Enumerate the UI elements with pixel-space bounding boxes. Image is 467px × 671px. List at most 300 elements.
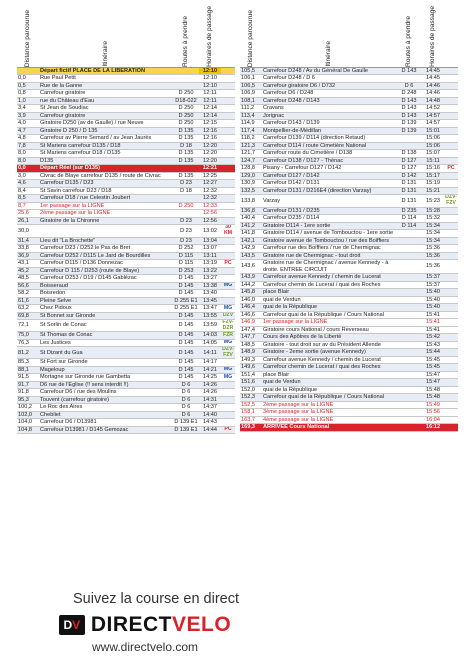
- time-cell: 13:59: [199, 320, 221, 332]
- table-row: [240, 165, 458, 173]
- distance-cell: 149,3: [240, 356, 262, 364]
- time-cell: 13:27: [199, 275, 221, 283]
- header-distance: Distance parcourue: [17, 4, 39, 67]
- distance-cell: 3,9: [17, 112, 39, 120]
- table-row: [240, 424, 458, 432]
- route-cell: D 139 E1: [174, 426, 198, 433]
- table-row: [17, 120, 235, 128]
- route-cell: D 115: [173, 260, 199, 268]
- note-cell: [221, 252, 235, 260]
- website-link[interactable]: www.directvelo.com: [91, 640, 199, 654]
- itinerary-cell: Chebliet: [39, 411, 173, 419]
- table-row: [17, 297, 235, 305]
- time-cell: 15:19: [422, 180, 444, 188]
- itinerary-cell: D135: [39, 157, 173, 165]
- header-itineraire: Itinéraire: [39, 4, 173, 67]
- table-row: [17, 396, 235, 404]
- itinerary-cell: Carrefour D18 / rue Celestin Joubert: [39, 195, 173, 203]
- distance-cell: 146,4: [240, 304, 262, 312]
- note-cell: [444, 334, 458, 342]
- table-row: [240, 260, 458, 274]
- route-cell: D18-022: [173, 97, 199, 105]
- table-row: [240, 386, 458, 394]
- time-cell: 13:19: [199, 260, 221, 268]
- note-cell: [221, 359, 235, 367]
- route-cell: D 6: [173, 404, 199, 412]
- table-row: [240, 326, 458, 334]
- table-header-row: [240, 4, 458, 67]
- route-cell: [396, 371, 422, 379]
- note-cell: [444, 157, 458, 165]
- route-cell: D 6: [173, 396, 199, 404]
- distance-cell: 148,9: [240, 349, 262, 357]
- note-cell: [221, 210, 235, 218]
- time-cell: 12:56: [199, 210, 221, 218]
- itinerary-cell: Carrefour D131 / D216E4 (direction Varzay): [262, 187, 396, 195]
- time-cell: 12:11: [199, 97, 221, 105]
- note-cell: [444, 112, 458, 120]
- schedule-left-column: [17, 4, 235, 434]
- note-cell: [444, 409, 458, 417]
- route-cell: D 250: [173, 202, 199, 210]
- time-cell: 14:40: [199, 411, 221, 419]
- distance-cell: 102,0: [17, 411, 39, 419]
- itinerary-cell: ARRIVEE Cours National: [262, 424, 396, 432]
- note-cell: [221, 172, 235, 180]
- table-row: [17, 195, 235, 203]
- distance-cell: 163,7: [240, 416, 262, 424]
- route-cell: D 135: [173, 150, 199, 158]
- distance-cell: 26,1: [17, 217, 39, 225]
- distance-cell: 56,6: [17, 282, 39, 290]
- itinerary-cell: Carrefour quai de la République / Cours National: [262, 394, 396, 402]
- time-cell: 15:06: [422, 135, 444, 143]
- table-row: [17, 127, 235, 135]
- distance-cell: 91,7: [17, 381, 39, 389]
- distance-cell: 140,4: [240, 215, 262, 223]
- table-row: [240, 334, 458, 342]
- table-row: [240, 105, 458, 113]
- route-cell: D 145: [173, 290, 199, 298]
- time-cell: 15:44: [422, 349, 444, 357]
- note-cell: FZR: [222, 331, 234, 338]
- table-row: [240, 237, 458, 245]
- itinerary-cell: [39, 225, 173, 237]
- time-cell: 12:15: [199, 120, 221, 128]
- table-row: [240, 409, 458, 417]
- table-row: [17, 237, 235, 245]
- time-cell: 12:27: [199, 180, 221, 188]
- time-cell: 15:45: [422, 356, 444, 364]
- distance-cell: 124,7: [240, 157, 262, 165]
- table-row: [17, 359, 235, 367]
- distance-cell: [17, 67, 39, 75]
- note-cell: [221, 202, 235, 210]
- itinerary-cell: Pisany - Carrefour D127 / D142: [262, 165, 396, 173]
- route-cell: D 135: [173, 157, 199, 165]
- time-cell: 13:45: [199, 297, 221, 305]
- note-cell: [221, 396, 235, 404]
- distance-cell: 8,5: [17, 195, 39, 203]
- table-row: [17, 290, 235, 298]
- note-cell: [444, 97, 458, 105]
- route-cell: D 114: [396, 222, 422, 230]
- route-cell: [396, 341, 422, 349]
- note-cell: [444, 215, 458, 223]
- distance-cell: 132,5: [240, 187, 262, 195]
- table-row: [240, 97, 458, 105]
- note-cell: 30 KM: [221, 225, 235, 237]
- itinerary-cell: Carrefour D6 / D13981: [39, 419, 173, 427]
- table-row: [17, 305, 235, 313]
- itinerary-cell: Carrefour D131 / D235: [262, 207, 396, 215]
- time-cell: 14:11: [199, 347, 221, 359]
- table-row: [240, 394, 458, 402]
- table-row: [240, 379, 458, 387]
- distance-cell: 75,0: [17, 332, 39, 340]
- itinerary-cell: Giratoire D 250 / D 135: [39, 127, 173, 135]
- time-cell: 12:20: [199, 142, 221, 150]
- distance-cell: 0,0: [17, 75, 39, 83]
- time-cell: 15:56: [422, 409, 444, 417]
- itinerary-cell: Carrefour giratoire: [39, 112, 173, 120]
- table-row: [240, 252, 458, 260]
- table-row: [240, 319, 458, 327]
- itinerary-cell: Carrefour D127 / D142: [262, 172, 396, 180]
- route-cell: D 255 E1: [174, 297, 198, 304]
- route-cell: [173, 165, 199, 173]
- distance-cell: 146,6: [240, 311, 262, 319]
- time-cell: 13:40: [199, 290, 221, 298]
- itinerary-cell: Montpellier-de-Médillan: [262, 127, 396, 135]
- schedule-body-right: [240, 67, 458, 431]
- distance-cell: 144,2: [240, 281, 262, 289]
- itinerary-cell: Carrefour D138 / D127 - Thénac: [262, 157, 396, 165]
- note-cell: MG: [221, 339, 235, 347]
- distance-cell: 142,9: [240, 245, 262, 253]
- time-cell: 13:22: [199, 267, 221, 275]
- time-cell: 15:28: [422, 207, 444, 215]
- distance-cell: 152,5: [240, 401, 262, 409]
- brand-part-direct: DIRECT: [90, 613, 172, 636]
- itinerary-cell: Giratoire D114 / avenue de Tombouctou - 1ere sortie: [262, 230, 396, 238]
- table-row: [17, 381, 235, 389]
- table-row: [240, 157, 458, 165]
- route-cell: [396, 379, 422, 387]
- time-cell: 16:12: [422, 424, 444, 432]
- note-cell: [444, 127, 458, 135]
- table-row: [17, 67, 235, 75]
- route-cell: D 145: [173, 282, 199, 290]
- note-cell: [221, 419, 235, 427]
- note-cell: [221, 157, 235, 165]
- note-cell: [221, 127, 235, 135]
- itinerary-cell: Départ Réel (sur D135): [39, 165, 173, 173]
- route-cell: [173, 195, 199, 203]
- directvelo-logo[interactable]: [0, 613, 290, 637]
- distance-cell: 33,8: [17, 245, 39, 253]
- time-cell: 15:43: [422, 341, 444, 349]
- itinerary-cell: D6 rue de l'Eglise (!! sens interdit !!): [39, 381, 173, 389]
- time-cell: 14:03: [199, 332, 221, 340]
- route-cell: [396, 75, 422, 83]
- footer: [0, 591, 290, 654]
- note-cell: [221, 142, 235, 150]
- note-cell: MG: [221, 305, 235, 313]
- schedule-right-column: [240, 4, 458, 432]
- time-cell: 15:21: [422, 187, 444, 195]
- table-row: [17, 157, 235, 165]
- itinerary-cell: 2ème passage sur la LIGNE: [39, 210, 173, 218]
- schedule-table-right: [240, 4, 458, 432]
- itinerary-cell: Carrefour D114 / route Cimetière National: [262, 142, 396, 150]
- time-cell: 15:49: [422, 401, 444, 409]
- note-cell: MG: [221, 374, 235, 382]
- note-cell: [444, 311, 458, 319]
- route-cell: [396, 135, 422, 143]
- route-cell: D 23: [173, 225, 199, 237]
- header-extra: [221, 4, 235, 67]
- itinerary-cell: Mortagne sur Gironde rue Gambetta: [39, 374, 173, 382]
- distance-cell: 111,2: [240, 105, 262, 113]
- time-cell: 14:25: [199, 374, 221, 382]
- time-cell: 14:26: [199, 381, 221, 389]
- route-cell: D 135: [173, 127, 199, 135]
- table-row: [240, 311, 458, 319]
- itinerary-cell: Giratoire avenue de Tombouctou / rue des Boiffiers: [262, 237, 396, 245]
- itinerary-cell: Carrefour giratoire D6 / D732: [262, 82, 396, 90]
- itinerary-cell: Mageloup: [39, 366, 173, 374]
- route-cell: D 139: [396, 127, 422, 135]
- itinerary-cell: Rue Paul Petit: [39, 75, 173, 83]
- distance-cell: 151,6: [240, 379, 262, 387]
- header-routes: Routes à prendre: [173, 4, 199, 67]
- table-row: [17, 165, 235, 173]
- table-row: [17, 252, 235, 260]
- distance-cell: 136,8: [240, 207, 262, 215]
- route-cell: [396, 386, 422, 394]
- note-cell: DZV-FZV: [222, 346, 234, 358]
- table-row: [17, 135, 235, 143]
- itinerary-cell: Les Justices: [39, 339, 173, 347]
- schedule-table-left: [17, 4, 235, 434]
- table-row: [240, 371, 458, 379]
- route-cell: D 114: [396, 215, 422, 223]
- route-cell: D 138: [396, 150, 422, 158]
- route-cell: [396, 304, 422, 312]
- itinerary-cell: Carrefour D 115 / D253 (route de Blaye): [39, 267, 173, 275]
- route-cell: [396, 281, 422, 289]
- note-cell: [221, 245, 235, 253]
- distance-cell: 4,7: [17, 127, 39, 135]
- distance-cell: 141,8: [240, 230, 262, 238]
- note-cell: [444, 237, 458, 245]
- route-cell: [396, 274, 422, 282]
- distance-cell: 91,8: [17, 389, 39, 397]
- route-cell: D 143: [396, 105, 422, 113]
- time-cell: 13:11: [199, 252, 221, 260]
- note-cell: DZV-FZV: [445, 194, 457, 206]
- table-row: [17, 426, 235, 434]
- note-cell: [444, 274, 458, 282]
- time-cell: 14:52: [422, 105, 444, 113]
- route-cell: [396, 394, 422, 402]
- time-cell: 13:04: [199, 237, 221, 245]
- distance-cell: 1,0: [17, 97, 39, 105]
- time-cell: 15:06: [422, 142, 444, 150]
- itinerary-cell: St Sorlin de Conac: [39, 320, 173, 332]
- note-cell: [221, 90, 235, 98]
- time-cell: 15:17: [422, 172, 444, 180]
- table-row: [17, 245, 235, 253]
- route-cell: D 253: [173, 267, 199, 275]
- table-row: [240, 222, 458, 230]
- distance-cell: 143,5: [240, 252, 262, 260]
- route-cell: D 145: [173, 339, 199, 347]
- distance-cell: 48,5: [17, 275, 39, 283]
- distance-cell: 0,8: [17, 90, 39, 98]
- time-cell: 12:10: [199, 82, 221, 90]
- route-cell: [173, 210, 199, 218]
- note-cell: [444, 356, 458, 364]
- table-row: [17, 339, 235, 347]
- note-cell: [444, 105, 458, 113]
- itinerary-cell: 2ème passage sur la LIGNE: [262, 401, 396, 409]
- itinerary-cell: Carrefour rue des Boiffiers / rue de Chermignac: [262, 245, 396, 253]
- route-cell: D 145: [173, 347, 199, 359]
- distance-cell: 106,5: [240, 82, 262, 90]
- time-cell: 15:48: [422, 386, 444, 394]
- time-cell: 15:42: [422, 334, 444, 342]
- route-cell: D 145: [173, 359, 199, 367]
- distance-cell: 141,2: [240, 222, 262, 230]
- distance-cell: 151,4: [240, 371, 262, 379]
- itinerary-cell: Carrefour D6 / D248: [262, 90, 396, 98]
- distance-cell: 158,1: [240, 409, 262, 417]
- itinerary-cell: quai de Verdun: [262, 296, 396, 304]
- distance-cell: 121,3: [240, 142, 262, 150]
- table-row: [17, 97, 235, 105]
- time-cell: 14:45: [422, 75, 444, 83]
- note-cell: [444, 180, 458, 188]
- time-cell: 12:33: [199, 202, 221, 210]
- distance-cell: 152,3: [240, 394, 262, 402]
- route-cell: D 145: [173, 320, 199, 332]
- distance-cell: 143,9: [240, 274, 262, 282]
- note-cell: [221, 120, 235, 128]
- table-row: [17, 282, 235, 290]
- itinerary-cell: St Dizant du Gua: [39, 347, 173, 359]
- itinerary-cell: St Mariens carrefour D135 / D18: [39, 142, 173, 150]
- time-cell: 14:57: [422, 112, 444, 120]
- itinerary-cell: quai de la République: [262, 304, 396, 312]
- time-cell: 14:37: [199, 404, 221, 412]
- note-cell: [221, 150, 235, 158]
- itinerary-cell: Giratoire D250 (av de Gaulle) / rue Neuve: [39, 120, 173, 128]
- note-cell: [221, 187, 235, 195]
- note-cell: [221, 195, 235, 203]
- distance-cell: 106,9: [240, 90, 262, 98]
- note-cell: [444, 319, 458, 327]
- header-extra: [444, 4, 458, 67]
- note-cell: FZV-DZR: [222, 319, 234, 331]
- itinerary-cell: 1er passage sur la LIGNE: [262, 319, 396, 327]
- route-cell: [396, 364, 422, 372]
- route-cell: D 142: [396, 172, 422, 180]
- route-cell: D 139 E1: [174, 419, 198, 426]
- time-cell: 15:34: [422, 237, 444, 245]
- route-cell: D 250: [173, 105, 199, 113]
- note-cell: [444, 296, 458, 304]
- note-cell: [221, 97, 235, 105]
- itinerary-cell: place Blair: [262, 289, 396, 297]
- note-cell: [444, 364, 458, 372]
- table-row: [17, 112, 235, 120]
- note-cell: [444, 260, 458, 274]
- note-cell: [221, 82, 235, 90]
- table-row: [240, 135, 458, 143]
- time-cell: 15:45: [422, 364, 444, 372]
- time-cell: 15:36: [422, 252, 444, 260]
- table-row: [240, 180, 458, 188]
- header-distance: Distance parcourue: [240, 4, 262, 67]
- itinerary-cell: quai de Verdun: [262, 379, 396, 387]
- distance-cell: 30,0: [17, 225, 39, 237]
- distance-cell: 76,3: [17, 339, 39, 347]
- note-cell: PC: [221, 260, 235, 268]
- route-cell: D 143: [396, 97, 422, 105]
- itinerary-cell: Carrefour D248 / D143: [262, 97, 396, 105]
- note-cell: [444, 120, 458, 128]
- table-row: [240, 67, 458, 75]
- footer-tagline: Suivez la course en direct: [72, 591, 240, 607]
- route-cell: D 250: [173, 90, 199, 98]
- route-cell: D 135: [173, 135, 199, 143]
- itinerary-cell: Giratoire - tout droit sur av du Président Allende: [262, 341, 396, 349]
- time-cell: 15:34: [422, 230, 444, 238]
- route-cell: [396, 142, 422, 150]
- route-cell: D 235: [396, 207, 422, 215]
- itinerary-cell: Jorignac: [262, 112, 396, 120]
- route-cell: D 127: [396, 165, 422, 173]
- route-cell: [173, 67, 199, 75]
- itinerary-cell: Chez Pidoux: [39, 305, 173, 313]
- distance-cell: 43,1: [17, 260, 39, 268]
- distance-cell: 104,0: [17, 419, 39, 427]
- table-row: [17, 411, 235, 419]
- distance-cell: 129,0: [240, 172, 262, 180]
- route-cell: D 145: [173, 312, 199, 320]
- route-cell: D 127: [396, 157, 422, 165]
- route-cell: [396, 349, 422, 357]
- route-cell: D 250: [173, 112, 199, 120]
- table-row: [17, 187, 235, 195]
- table-row: [240, 207, 458, 215]
- itinerary-cell: Carrefour quai de la République / Cours National: [262, 311, 396, 319]
- route-cell: D 18: [173, 187, 199, 195]
- time-cell: 12:56: [199, 217, 221, 225]
- distance-cell: 146,9: [240, 319, 262, 327]
- table-row: [240, 245, 458, 253]
- distance-cell: 8,0: [17, 157, 39, 165]
- time-cell: 12:20: [199, 157, 221, 165]
- route-cell: [396, 260, 422, 274]
- note-cell: [221, 381, 235, 389]
- route-cell: [396, 230, 422, 238]
- table-row: [17, 75, 235, 83]
- table-row: [240, 230, 458, 238]
- itinerary-cell: 4ème passage sur la LIGNE: [262, 416, 396, 424]
